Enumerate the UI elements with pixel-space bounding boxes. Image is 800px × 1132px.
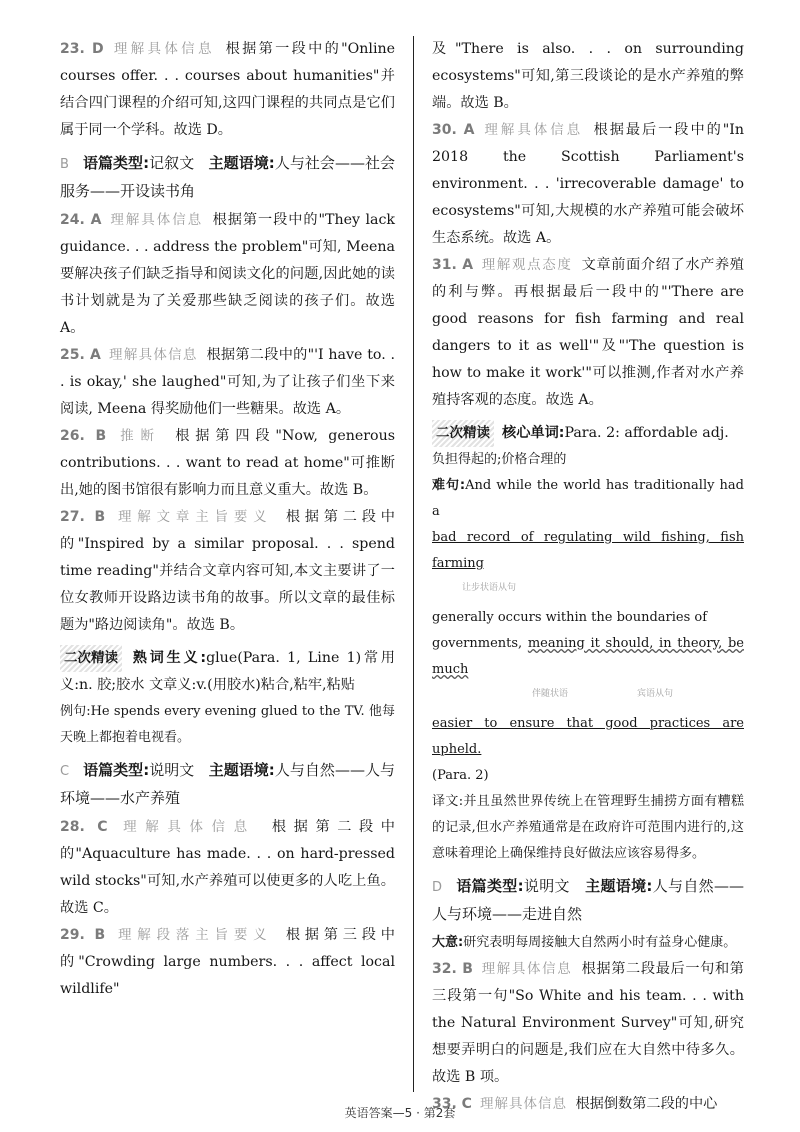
passage-c-header: C 语篇类型:说明文 主题语境:人与自然——人与环境——水产养殖 [60, 761, 395, 807]
annotation-row-1: 让步状语从句 [462, 583, 517, 593]
annotation-row-2: 伴随状语 宾语从句 [532, 689, 674, 699]
reread-badge: 二次精读 [60, 645, 122, 672]
reread-section-right: 二次精读 核心单词:Para. 2: affordable adj. [432, 420, 744, 447]
left-column [60, 36, 395, 1003]
reread-section-left: 二次精读 熟词生义:glue(Para. 1, Line 1)常用义:n. 胶;胶水 文章义:v.(用胶水)粘合,粘牢,粘贴 [60, 645, 395, 699]
hard-sentence-line-2: bad record of regulating wild fishing, fish farming [432, 530, 744, 571]
answer-29-continued: 及"There is also. . . on surrounding ecosystems"可知,第三段谈论的是水产养殖的弊端。故选 B。 [432, 41, 744, 111]
passage-d-header: D 语篇类型:说明文 主题语境:人与自然——人与环境——走进自然 [432, 877, 744, 923]
right-column [432, 36, 744, 1118]
answer-23: 23. D 理解具体信息 根据第一段中的"Online courses offer. . . courses about humanities"并结合四门课程的介绍可知,这四门课程的共同点是它们属于同一个学科。故选 D。 [60, 41, 396, 138]
translation: 译文:并且虽然世界传统上在管理野生捕捞方面有糟糕的记录,但水产养殖通常是在政府许可范围内进行的,这意味着理论上确保维持良好做法应该容易得多。 [432, 794, 744, 861]
hard-sentence-line-6: (Para. 2) [432, 768, 489, 783]
answer-28: 28. C 理解具体信息 根据第二段中的"Aquaculture has made. . . on hard-pressed wild stocks"可知,水产养殖可以使更多的人吃上鱼。故选 C。 [60, 819, 395, 916]
answer-29: 29. B 理解段落主旨要义 根据第三段中的"Crowding large numbers. . . affect local wildlife" [60, 927, 395, 997]
answer-26: 26. B 推断 根据第四段"Now, generous contributions. . . want to read at home"可推断出,她的图书馆很有影响力而且意义重大。故选 B。 [60, 428, 396, 498]
reread-badge-right: 二次精读 [432, 420, 494, 447]
answer-33: 33. C 理解具体信息 根据倒数第二段的中心 [432, 1096, 718, 1112]
answer-27: 27. B 理解文章主旨要义 根据第二段中的"Inspired by a similar proposal. . . spend time reading"并结合文章内容可知,本文主要讲了一位女教师开设路边读书角的故事。所以文章的最佳标题为"路边阅读角"。故选 B。 [60, 509, 395, 633]
word-meaning: 负担得起的;价格合理的 [432, 452, 567, 467]
hard-sentence-line-4: governments, meaning it should, in theory, be much [432, 636, 744, 677]
hard-sentence-line-1: 难句:And while the world has traditionally had a [432, 478, 744, 519]
passage-b-header: B 语篇类型:记叙文 主题语境:人与社会——社会服务——开设读书角 [60, 154, 396, 200]
passage-d-summary: 大意:研究表明每周接触大自然两小时有益身心健康。 [432, 935, 737, 950]
page-footer: 英语答案—5 · 第2套 [344, 1106, 456, 1120]
hard-sentence-line-3: generally occurs within the boundaries of [432, 610, 708, 625]
example-sentence: 例句:He spends every evening glued to the TV. 他每天晚上都抱着电视看。 [60, 704, 395, 745]
answer-30: 30. A 理解具体信息 根据最后一段中的"In 2018 the Scottish Parliament's environment. . . 'irrecoverable damage' to ecosystems"可知,大规模的水产养殖可能会破坏生态系统。故选 A。 [432, 122, 744, 246]
answer-24: 24. A 理解具体信息 根据第一段中的"They lack guidance. . . address the problem"可知, Meena 要解决孩子们缺乏指导和阅读文化的问题,因此她的读书计划就是为了关爱那些缺乏阅读的孩子们。故选 A。 [60, 212, 396, 336]
hard-sentence-line-5: easier to ensure that good practices are upheld. [432, 716, 744, 757]
answer-25: 25. A 理解具体信息 根据第二段中的"'I have to. . . is okay,' she laughed"可知,为了让孩子们坐下来阅读, Meena 得奖励他们一些糖果。故选 A。 [60, 347, 395, 417]
column-divider [413, 36, 414, 1092]
answer-31: 31. A 理解观点态度 文章前面介绍了水产养殖的利与弊。再根据最后一段中的"'There are good reasons for fish farming and real dangers to it as well'"及"'The question is how to make it work'"可以推测,作者对水产养殖持客观的态度。故选 A。 [432, 257, 744, 408]
answer-32: 32. B 理解具体信息 根据第二段最后一句和第三段第一句"So White and his team. . . with the Natural Environment Survey"可知,研究想要弄明白的问题是,我们应在大自然中待多久。故选 B 项。 [432, 961, 744, 1085]
